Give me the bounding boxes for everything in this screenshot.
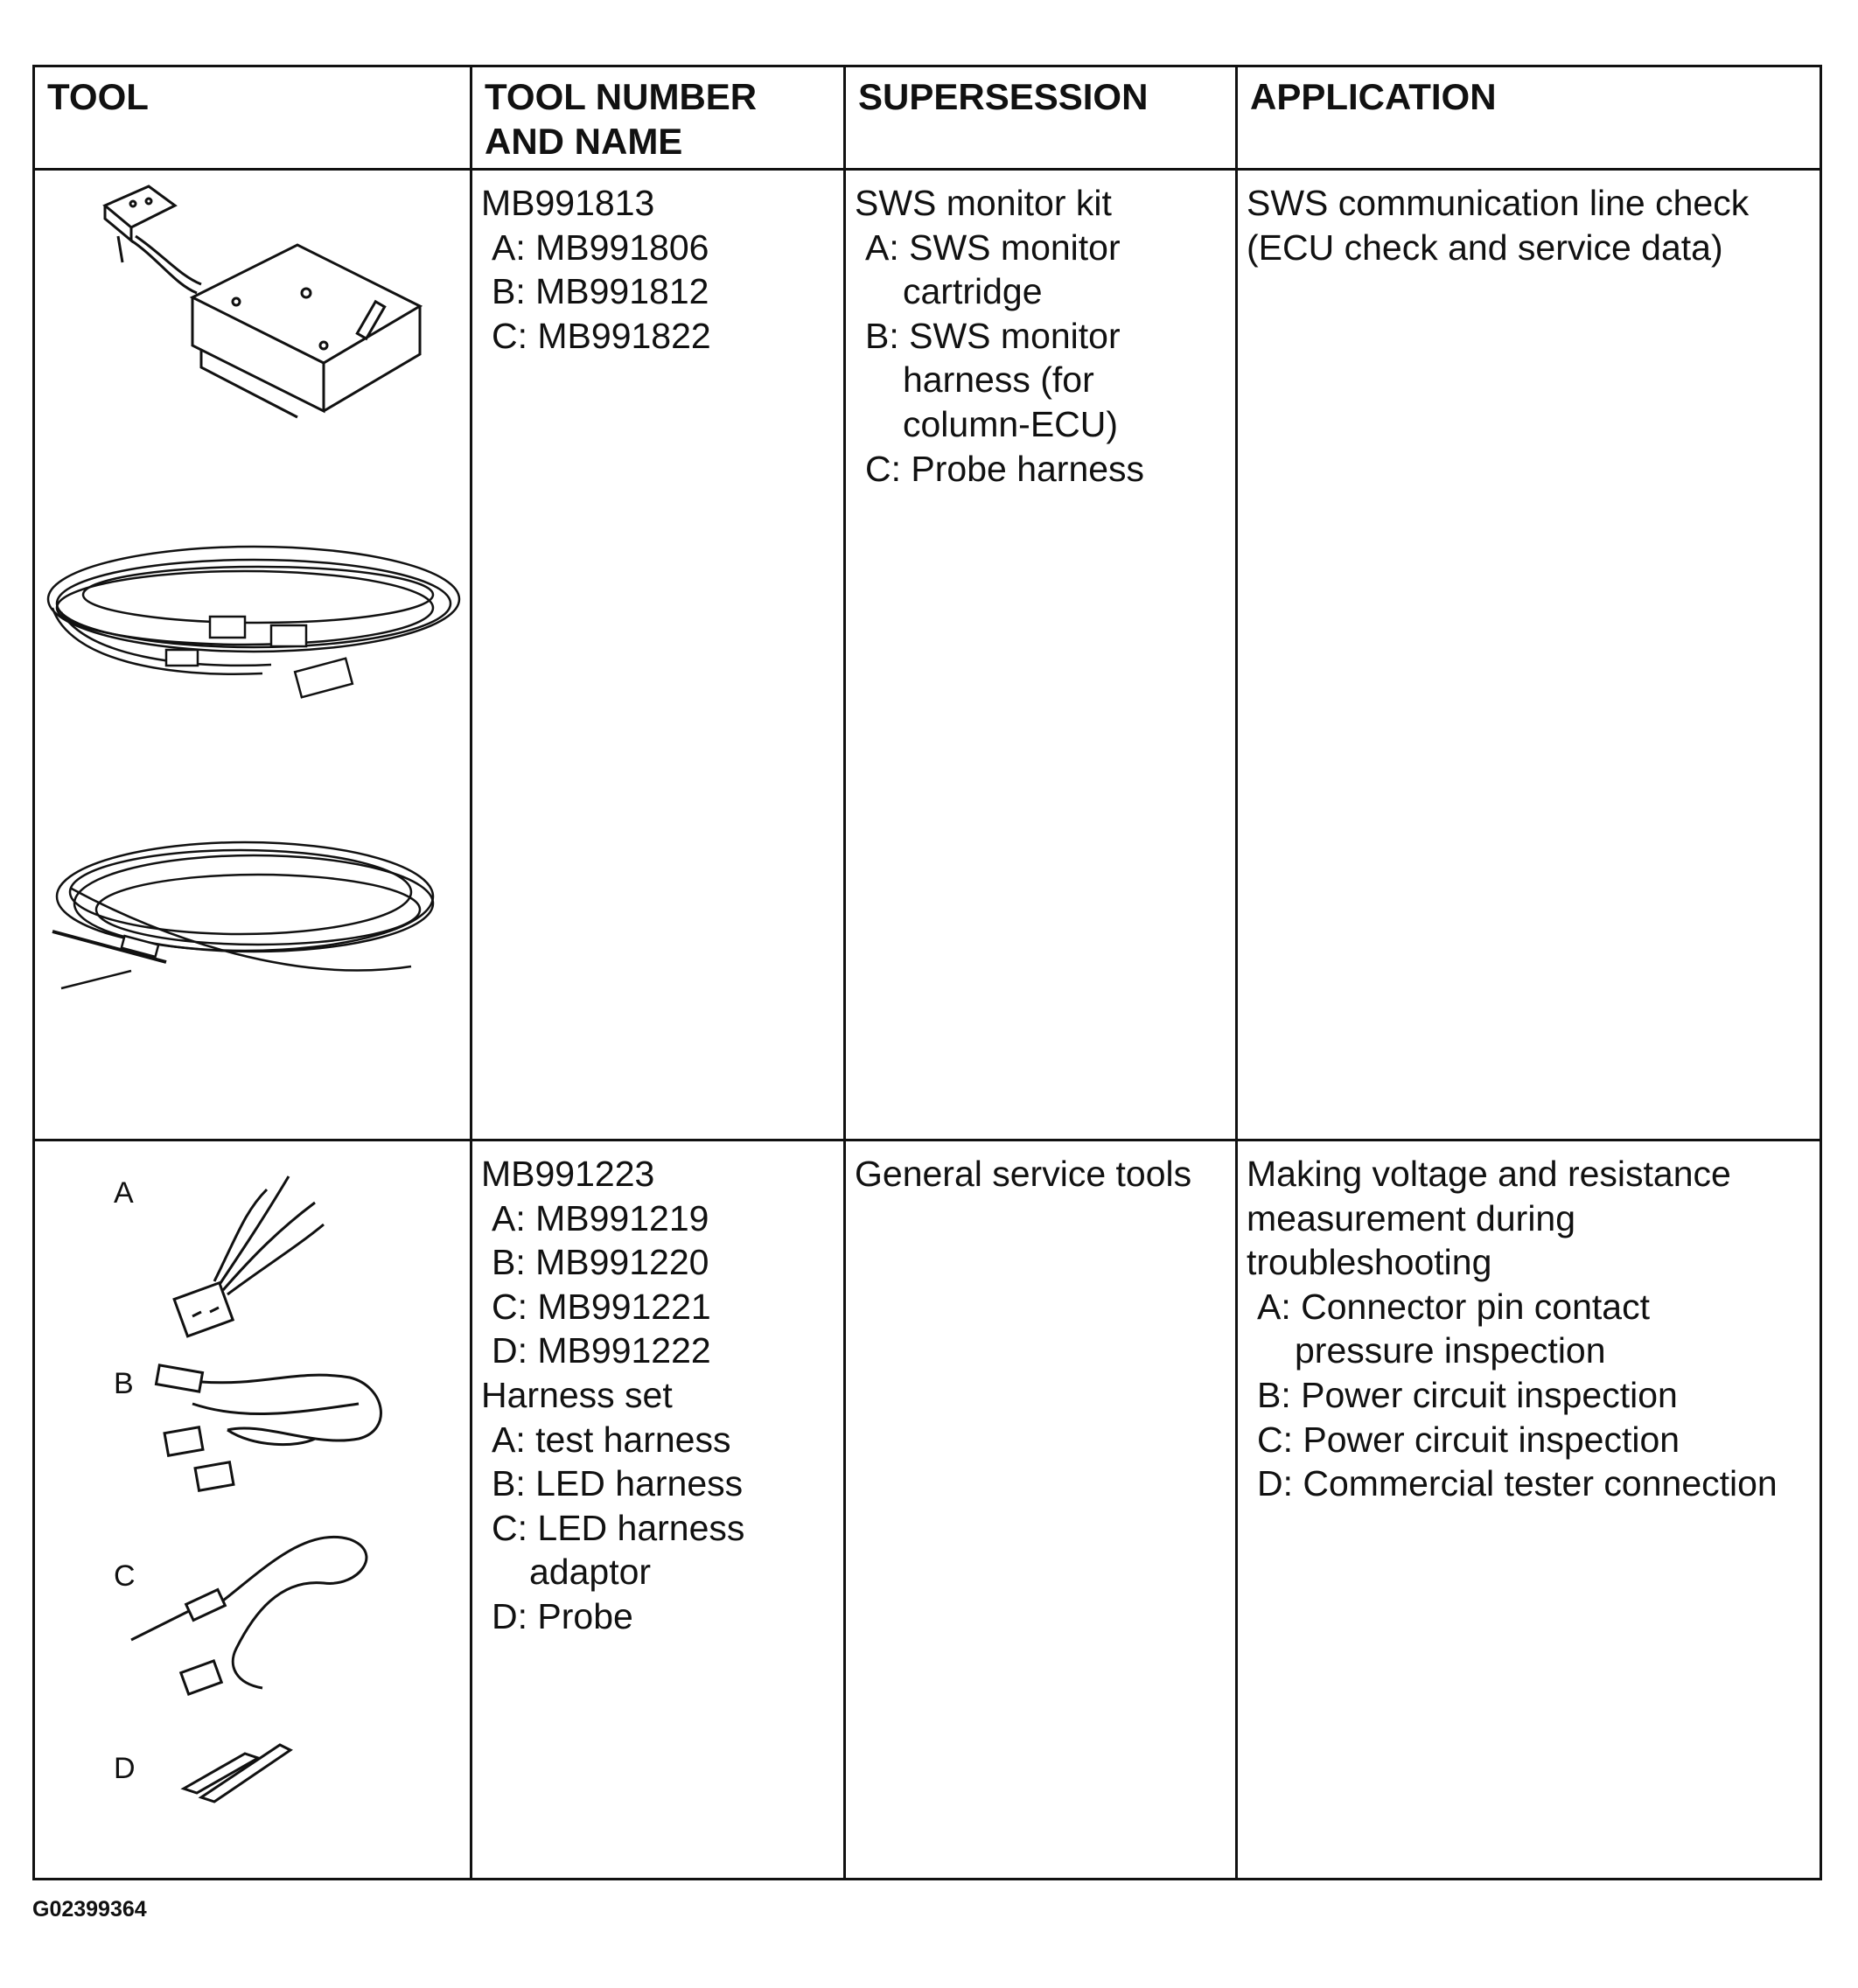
tool-name-a: A: test harness [492,1419,731,1460]
supersession-cell [845,1140,1237,1880]
tool-number-c: C: MB991822 [492,315,711,356]
tool-name: Harness set [481,1374,673,1415]
header-supersession-label: SUPERSESSION [858,76,1149,117]
application-d: D: Commercial tester connection [1257,1463,1778,1504]
tool-number-d: D: MB991222 [492,1330,711,1371]
header-tool-label: TOOL [47,76,149,117]
header-tool-number [471,66,845,170]
application-cell [1237,1140,1821,1880]
tool-letter-b: B [114,1367,134,1400]
tool-number-a: A: MB991806 [492,227,709,268]
sws-monitor-harness-icon [48,547,459,697]
sws-monitor-cartridge-icon [105,186,420,417]
supersession-b-cont2: column-ECU) [903,403,1119,444]
header-tool-number-line1: TOOL NUMBER [485,76,758,117]
tool-number-a: A: MB991219 [492,1197,709,1238]
application-a-cont: pressure inspection [1295,1330,1606,1371]
supersession-c: C: Probe harness [865,448,1145,489]
application-c: C: Power circuit inspection [1257,1419,1680,1460]
tool-illustrations-sws [34,170,471,1140]
supersession-a: A: SWS monitor [865,227,1121,268]
tool-number-cell [471,1140,845,1880]
tool-letter-a: A [114,1176,134,1210]
application-a: A: Connector pin contact [1257,1286,1650,1327]
tool-number-main: MB991813 [481,183,655,223]
tool-number-c: C: MB991221 [492,1286,711,1327]
supersession-cell [845,170,1237,1140]
led-harness-icon [156,1365,381,1490]
probe-icon [184,1745,290,1802]
tool-name-c: C: LED harness [492,1507,745,1548]
tool-number-b: B: MB991812 [492,271,709,312]
led-harness-adaptor-icon [131,1537,367,1694]
figure-id: G02399364 [32,1897,147,1922]
table-row [34,170,1821,1140]
application-cell [1237,170,1821,1140]
tool-name-b: B: LED harness [492,1463,744,1504]
tool-number-cell [471,170,845,1140]
test-harness-icon [174,1176,324,1336]
supersession-b: B: SWS monitor [865,315,1121,356]
tool-name-d: D: Probe [492,1595,633,1636]
application-b: B: Power circuit inspection [1257,1374,1678,1415]
probe-harness-icon [52,842,433,988]
supersession-a-cont: cartridge [903,271,1043,312]
supersession-title: General service tools [855,1154,1192,1194]
application-line: Making voltage and resistance [1247,1154,1731,1194]
header-tool-number-line2: AND NAME [485,121,683,162]
application-line: (ECU check and service data) [1247,227,1723,268]
special-tools-table [32,65,1822,1880]
application-line: troubleshooting [1247,1242,1492,1283]
tool-illustrations-harness-set [34,1140,471,1880]
tool-letter-c: C [114,1559,136,1593]
application-line: SWS communication line check [1247,183,1750,223]
application-line: measurement during [1247,1197,1576,1238]
table-row [34,1140,1821,1880]
supersession-title: SWS monitor kit [855,183,1112,223]
table-header-row [34,66,1821,170]
tool-letter-d: D [114,1752,136,1785]
tool-number-main: MB991223 [481,1154,655,1194]
header-tool [34,66,471,170]
header-application-label: APPLICATION [1250,76,1497,117]
tool-name-c-cont: adaptor [529,1552,652,1593]
supersession-b-cont1: harness (for [903,359,1094,401]
tool-number-b: B: MB991220 [492,1242,709,1283]
header-application [1237,66,1821,170]
header-supersession [845,66,1237,170]
